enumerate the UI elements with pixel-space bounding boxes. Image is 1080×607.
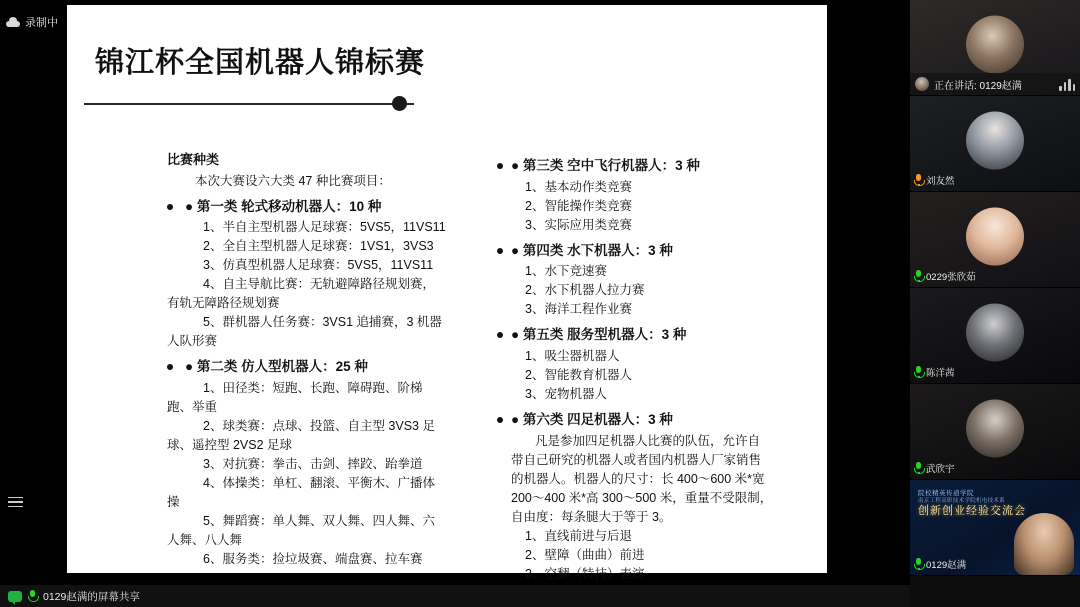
list-item-continuation: 跑、举重 [167,399,218,414]
microphone-icon [914,270,923,282]
microphone-icon [914,366,923,378]
participant-label [914,173,955,187]
participant-name: 武欣宇 [926,464,955,475]
chat-icon[interactable] [8,591,22,602]
participant-name: 刘友然 [926,176,955,187]
recording-indicator [6,14,58,30]
poster-line-2: 南京工程高职技术学院机电技术系 [918,498,1006,504]
paragraph-line: 带自己研究的机器人或者国内机器人厂家销售 [511,453,762,468]
avatar [966,303,1024,361]
group-heading-4: ● 第四类 水下机器人：3 种 [497,241,797,262]
avatar [966,111,1024,169]
recording-label: 录制中 [25,17,58,29]
list-item: 1、吸尘器机器人 [525,348,620,363]
avatar [915,77,929,91]
cloud-recording-icon [6,17,20,27]
participant-name: 陈洋茜 [926,368,955,379]
title-dot-decoration [392,96,407,111]
slide-left-column [167,150,477,584]
participant-tile[interactable] [910,384,1080,480]
participant-label [914,269,976,283]
title-divider [84,103,414,105]
webcam-person [1014,513,1074,575]
list-item: 2、智能教育机器人 [525,367,632,382]
list-item: 3、宠物机器人 [525,386,607,401]
avatar [966,207,1024,265]
participant-rail[interactable] [910,0,1080,607]
active-speaker-bar [910,73,1080,95]
participant-label [914,461,955,475]
list-item: 1、田径类：短跑、长跑、障碍跑、阶梯 [203,380,423,395]
list-item: 3、空翻（特技）表演 [525,567,645,582]
poster-title: 创新创业经验交流会 [918,505,1026,517]
participant-tile[interactable] [910,192,1080,288]
list-item: 1、基本动作类竞赛 [525,179,632,194]
group-heading-1: ● 第一类 轮式移动机器人：10 种 [167,197,477,218]
poster-line-1: 院校精英传道学院 [918,490,974,497]
left-lead-text: 本次大赛设六大类 47 种比赛项目： [195,173,391,188]
hamburger-menu-icon[interactable] [6,492,26,512]
group-heading-2: ● 第二类 仿人型机器人：25 种 [167,357,477,378]
list-item: 2、水下机器人拉力赛 [525,283,645,298]
avatar [966,399,1024,457]
list-item: 2、壁障（曲曲）前进 [525,548,645,563]
list-item: 4、体操类：单杠、翻滚、平衡木、广播体 [203,475,435,490]
screen-share-status-bar [0,585,910,607]
list-item: 2、智能操作类竞赛 [525,198,632,213]
list-item-continuation: 人队形赛 [167,334,218,349]
list-item: 4、自主导航比赛：无轨避障路径规划赛， [203,277,435,292]
microphone-icon [914,174,923,186]
paragraph-line: 的机器人。机器人的尺寸：长 400～600 米*宽 [511,472,765,487]
paragraph-line: 自由度：每条腿大于等于 3。 [511,510,672,525]
participant-label [914,365,955,379]
list-item: 2、球类赛：点球、投篮、自主型 3VS3 足 [203,418,435,433]
participant-tile[interactable] [910,96,1080,192]
list-item-continuation: 球、遥控型 2VS2 足球 [167,437,293,452]
microphone-icon[interactable] [28,590,37,602]
left-section-title: 比赛种类 [167,152,220,167]
list-item: 1、半自主型机器人足球赛：5VS5，11VS11 [203,220,446,235]
list-item: 3、实际应用类竞赛 [525,217,632,232]
list-item-continuation: 人舞、八人舞 [167,532,243,547]
active-speaker-label: 正在讲话: 0129赵满 [934,80,1022,92]
paragraph-line: 200～400 米*高 300～500 米，重量不受限制， [511,491,773,506]
participant-name: 0229张欣茹 [926,272,976,283]
list-item: 3、对抗赛：拳击、击剑、摔跤、跆拳道 [203,456,423,471]
slide-title: 锦江杯全国机器人锦标赛 [95,47,426,79]
participant-tile[interactable] [910,288,1080,384]
microphone-icon [914,462,923,474]
avatar [966,15,1024,73]
participant-video-tile[interactable] [910,480,1080,576]
paragraph-line: 凡是参加四足机器人比赛的队伍，允许自 [535,434,761,449]
list-item: 3、海洋工程作业赛 [525,302,632,317]
list-item: 1、水下竞速赛 [525,264,607,279]
list-item: 3、仿真型机器人足球赛：5VS5，11VS11 [203,258,434,273]
list-item: 2、全自主型机器人足球赛：1VS1，3VS3 [203,239,434,254]
group-heading-6: ● 第六类 四足机器人：3 种 [497,410,797,431]
slide-right-column [497,150,797,584]
list-item: 6、服务类：捡垃圾赛、端盘赛、拉车赛 [203,551,423,566]
microphone-icon [914,558,923,570]
participant-label [914,557,966,571]
list-item: 1、直线前进与后退 [525,529,632,544]
status-bar-text: 0129赵满的屏幕共享 [43,590,140,603]
group-heading-3: ● 第三类 空中飞行机器人：3 种 [497,156,797,177]
list-item: 5、舞蹈赛：单人舞、双人舞、四人舞、六 [203,513,435,528]
group-heading-5: ● 第五类 服务型机器人：3 种 [497,325,797,346]
list-item-continuation: 有轨无障路径规划赛 [167,296,280,311]
shared-screen-slide [67,5,827,582]
participant-tile[interactable] [910,0,1080,96]
list-item: 5、群机器人任务赛：3VS1 追捕赛，3 机器 [203,315,442,330]
list-item-continuation: 操 [167,494,180,509]
audio-wave-icon [1059,78,1075,91]
participant-name: 0129赵满 [926,560,967,571]
